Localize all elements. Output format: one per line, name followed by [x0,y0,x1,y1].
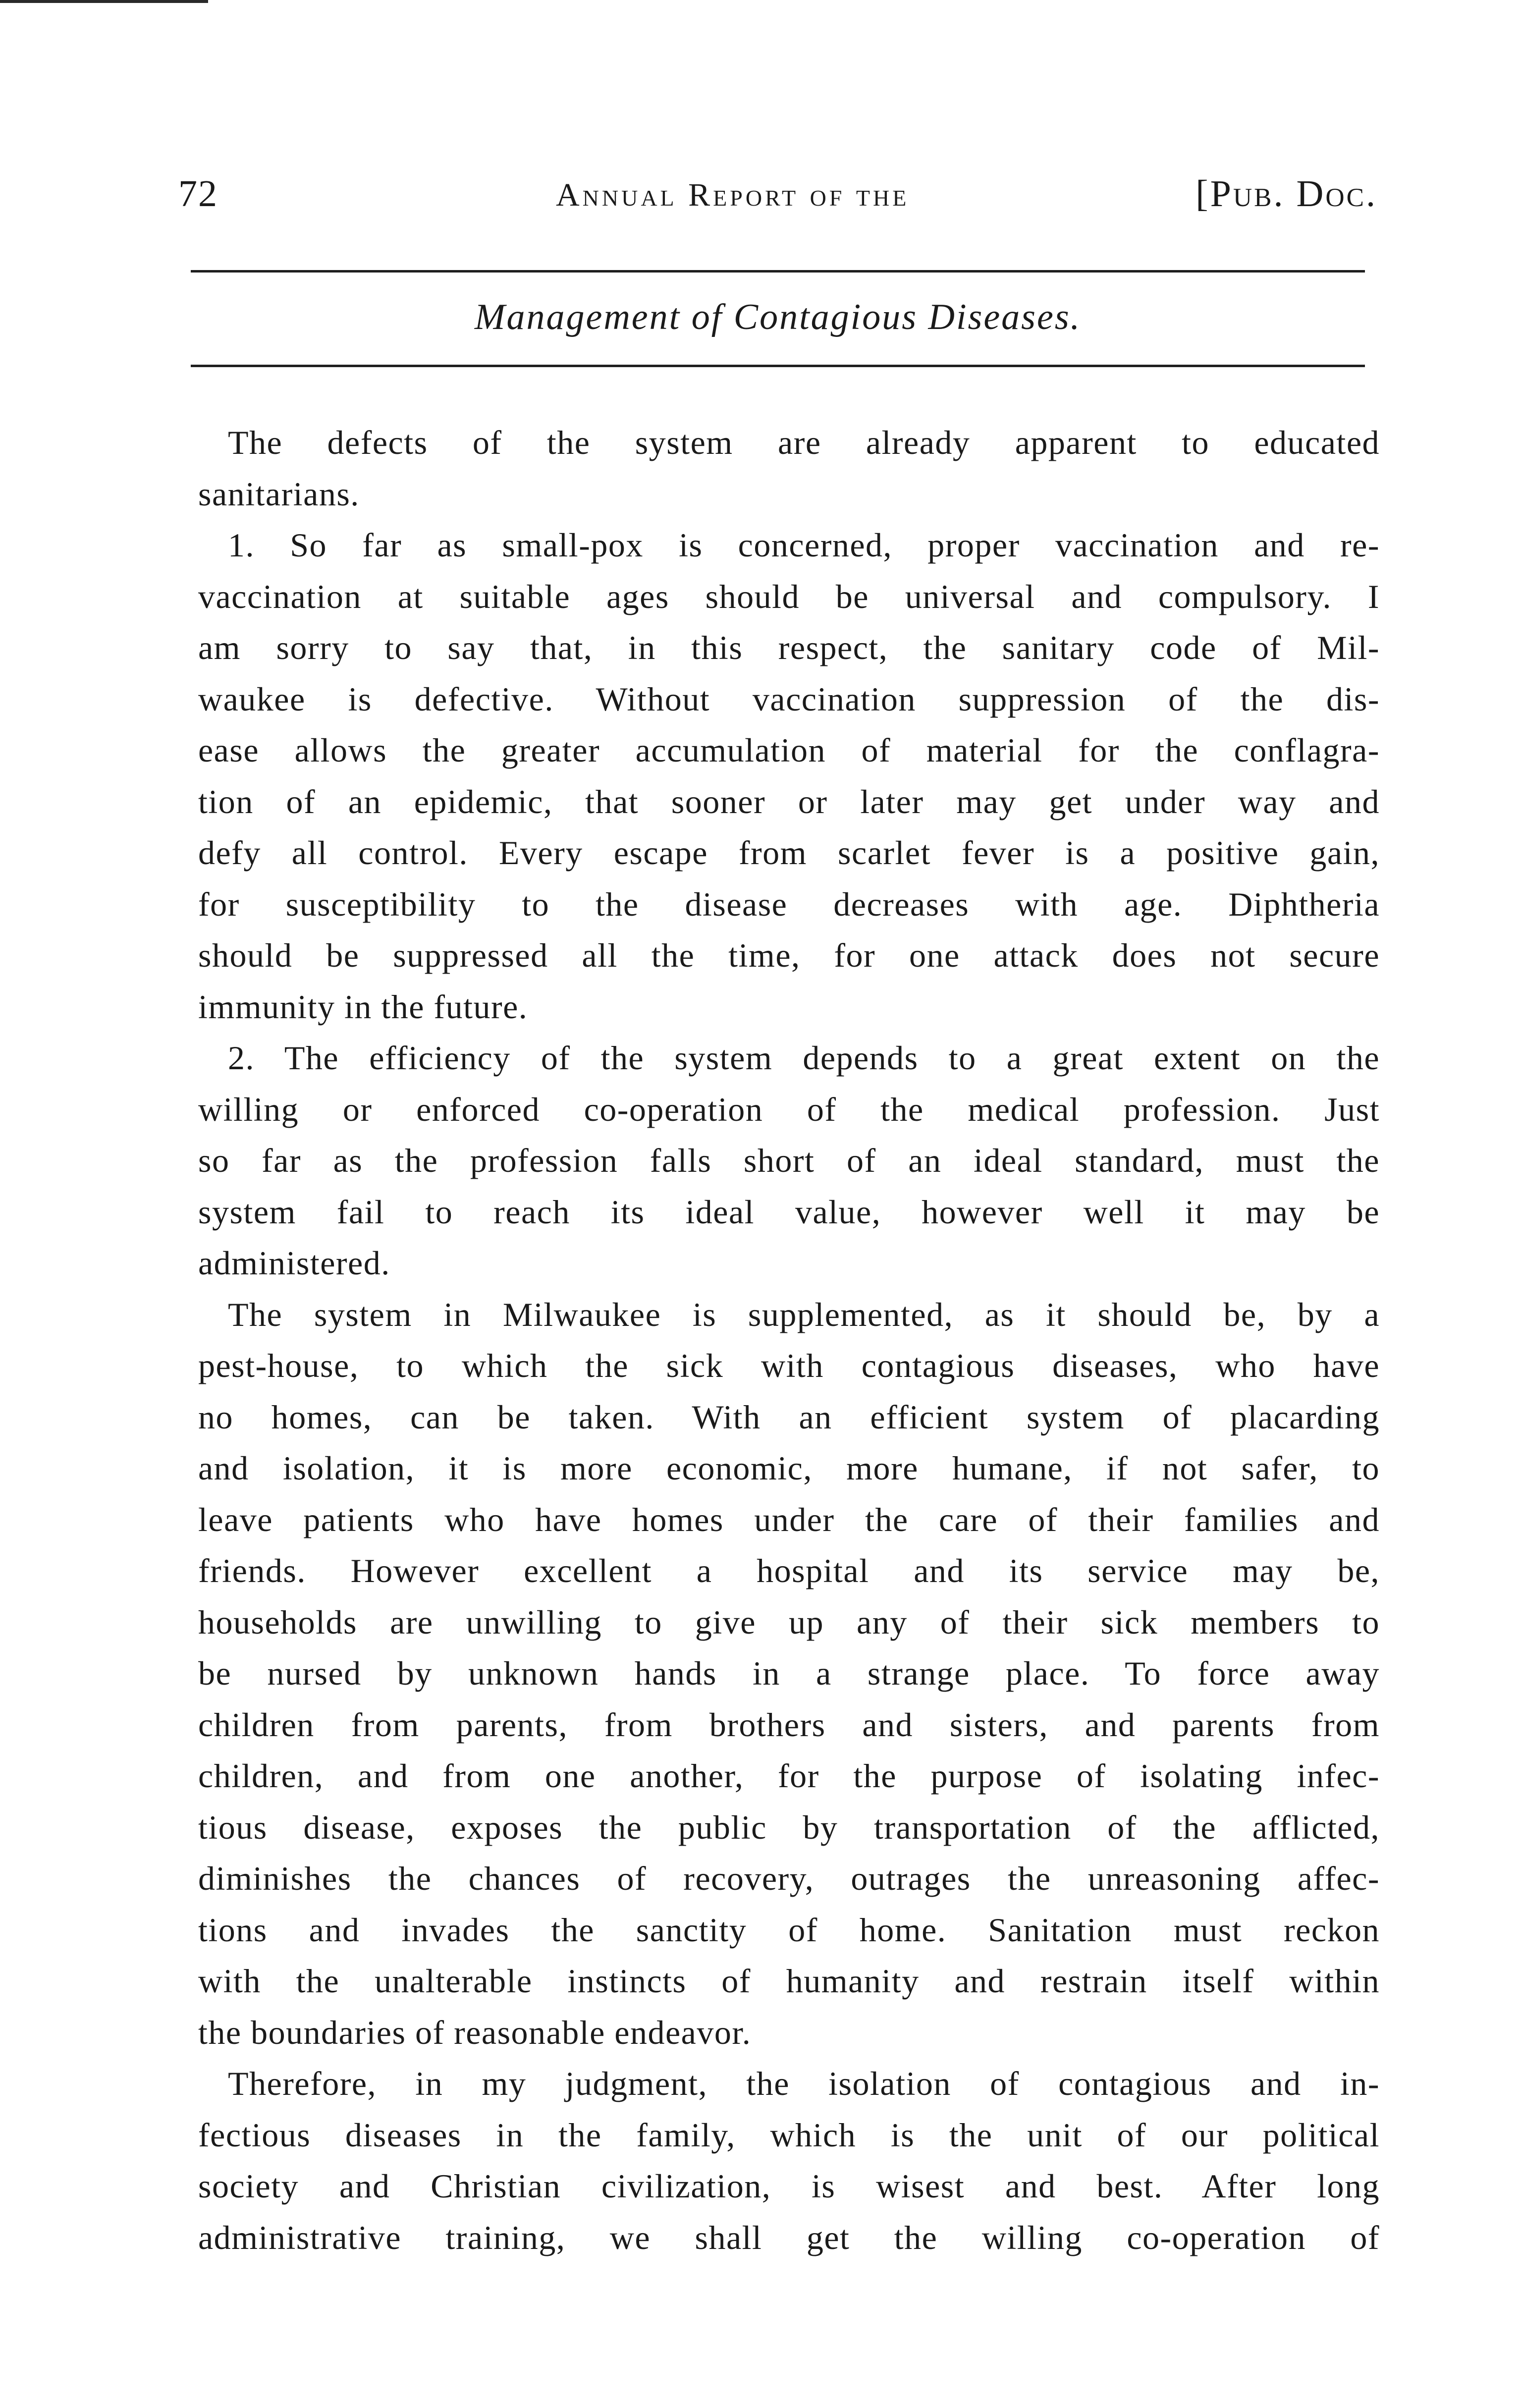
text-line: vaccination at suitable ages should be universal and compulsory. I [198,577,1380,615]
section-title: Management of Contagious Diseases. [474,297,1082,337]
text-line: system fail to reach its ideal value, however well it may be [198,1193,1380,1231]
text-line: be nursed by unknown hands in a strange place. To force away [198,1654,1380,1692]
text-line: children from parents, from brothers and sisters, and parents from [198,1705,1380,1744]
page-header [178,172,1377,232]
text-line: fectious diseases in the family, which is the unit of our political [198,2116,1380,2154]
top-rule [191,270,1365,273]
page-number: 72 [178,173,218,215]
text-line: pest-house, to which the sick with contagious diseases, who have [198,1347,1380,1384]
text-line: tion of an epidemic, that sooner or later may get under way and [198,782,1380,821]
text-line: should be suppressed all the time, for one attack does not secure [198,936,1380,974]
text-line: children, and from one another, for the purpose of isolating infec- [198,1757,1380,1795]
document-label: [Pub. Doc. [1196,173,1377,215]
text-line: and isolation, it is more economic, more humane, if not safer, to [198,1449,1380,1487]
text-line: households are unwilling to give up any of their sick members to [198,1603,1380,1641]
text-line: ease allows the greater accumulation of material for the conflagra- [198,731,1380,769]
text-line: friends. However excellent a hospital and its service may be, [198,1552,1380,1589]
text-line: immunity in the future. [198,987,528,1026]
text-line: diminishes the chances of recovery, outrages the unreasoning affec- [198,1860,1380,1897]
text-line: tious disease, exposes the public by transportation of the afflicted, [198,1808,1380,1846]
text-line: 2. The efficiency of the system depends to a great extent on the [228,1039,1380,1077]
text-line: waukee is defective. Without vaccination suppression of the dis- [198,680,1380,718]
text-line: tions and invades the sanctity of home. Sanitation must reckon [198,1911,1380,1949]
bottom-rule [191,365,1365,367]
text-line: society and Christian civilization, is wisest and best. After long [198,2167,1380,2205]
text-line: 1. So far as small-pox is concerned, proper vaccination and re- [228,526,1380,564]
text-line: sanitarians. [198,475,360,513]
text-line: am sorry to say that, in this respect, the sanitary code of Mil- [198,629,1380,666]
body-text [198,417,1380,2263]
text-line: The defects of the system are already apparent to educated [228,424,1380,461]
text-line: for susceptibility to the disease decreases with age. Diphtheria [198,885,1380,923]
text-line: administrative training, we shall get the willing co-operation of [198,2218,1380,2256]
text-line: with the unalterable instincts of humanity and restrain itself within [198,1962,1380,2000]
text-line: The system in Milwaukee is supplemented, as it should be, by a [228,1295,1380,1333]
text-line: the boundaries of reasonable endeavor. [198,2013,752,2051]
text-line: no homes, can be taken. With an efficient system of placarding [198,1398,1380,1436]
text-line: defy all control. Every escape from scarlet fever is a positive gain, [198,834,1380,872]
text-line: Therefore, in my judgment, the isolation of contagious and in- [228,2065,1380,2102]
text-line: leave patients who have homes under the care of their families and [198,1500,1380,1538]
running-head: Annual Report of the [556,177,910,213]
text-line: willing or enforced co-operation of the medical profession. Just [198,1090,1380,1128]
text-line: administered. [198,1244,390,1282]
text-line: so far as the profession falls short of an ideal standard, must the [198,1142,1380,1179]
